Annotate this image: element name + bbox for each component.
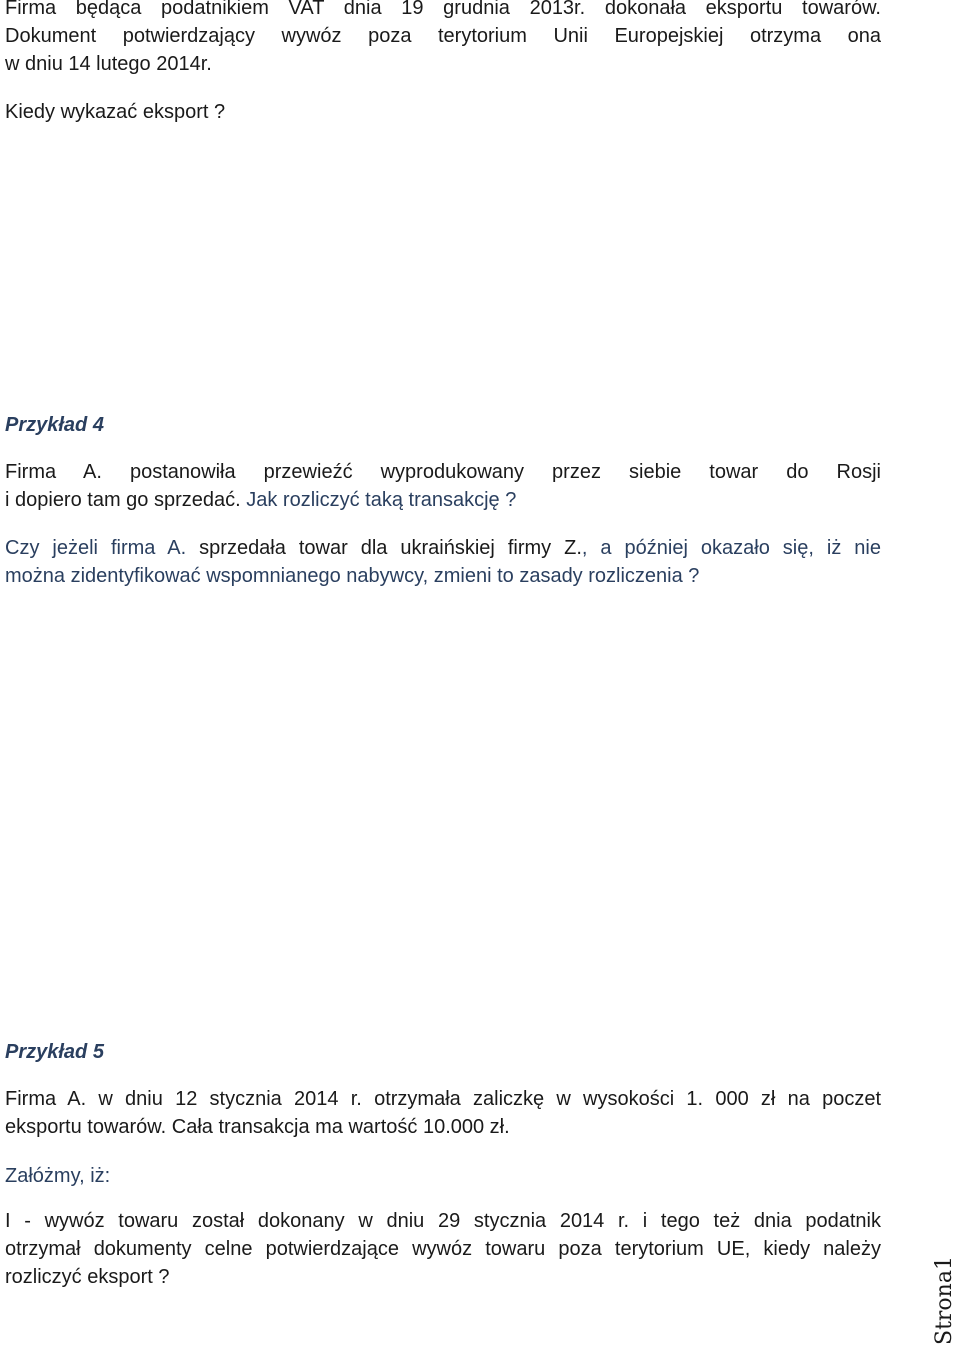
intro-line-1: Firma będąca podatnikiem VAT dnia 19 grudnia 2013r. dokonała eksportu towarów. [5, 0, 881, 19]
page-number: Strona1 [932, 1256, 957, 1345]
example-5-assume: Załóżmy, iż: [5, 1165, 111, 1187]
example-5-line-1: Firma A. w dniu 12 stycznia 2014 r. otrzymała zaliczkę w wysokości 1. 000 zł na poczet [5, 1088, 881, 1110]
example-4-line-2 [5, 486, 881, 514]
intro-line-3: w dniu 14 lutego 2014r. [5, 53, 212, 75]
example-4-heading: Przykład 4 [5, 414, 104, 436]
example-4-line-2-text: i dopiero tam go sprzedać. [5, 489, 241, 511]
example-4-paragraph [5, 458, 881, 514]
example-5-case-line-1: I - wywóz towaru został dokonany w dniu 29 stycznia 2014 r. i tego też dnia podatnik [5, 1210, 881, 1232]
example-4-line-1: Firma A. postanowiła przewieźć wyprodukowany przez siebie towar do Rosji [5, 461, 881, 483]
example-4-question-2 [5, 534, 881, 590]
intro-paragraph [5, 0, 881, 78]
example-4-q2-end: , a później okazało się, iż nie [581, 537, 881, 559]
example-4-question-1: Jak rozliczyć taką transakcję ? [246, 489, 517, 511]
example-4-q2-start: Czy jeżeli firma A. [5, 537, 187, 559]
example-5-case-line-2: otrzymał dokumenty celne potwierdzające wywóz towaru poza terytorium UE, kiedy należy [5, 1238, 881, 1260]
intro-line-2: Dokument potwierdzający wywóz poza terytorium Unii Europejskiej otrzyma ona [5, 25, 881, 47]
intro-question: Kiedy wykazać eksport ? [5, 101, 226, 123]
example-5-case [5, 1207, 881, 1291]
example-5-case-line-3: rozliczyć eksport ? [5, 1266, 170, 1288]
example-4-q2-line-1 [5, 534, 881, 562]
example-4-q2-highlight: sprzedała towar dla ukraińskiej firmy Z. [199, 537, 582, 559]
example-4-q2-line-2: można zidentyfikować wspomnianego nabywcy, zmieni to zasady rozliczenia ? [5, 565, 700, 587]
example-5-paragraph [5, 1085, 881, 1141]
example-5-heading: Przykład 5 [5, 1041, 104, 1063]
example-5-line-2: eksportu towarów. Cała transakcja ma wartość 10.000 zł. [5, 1116, 510, 1138]
